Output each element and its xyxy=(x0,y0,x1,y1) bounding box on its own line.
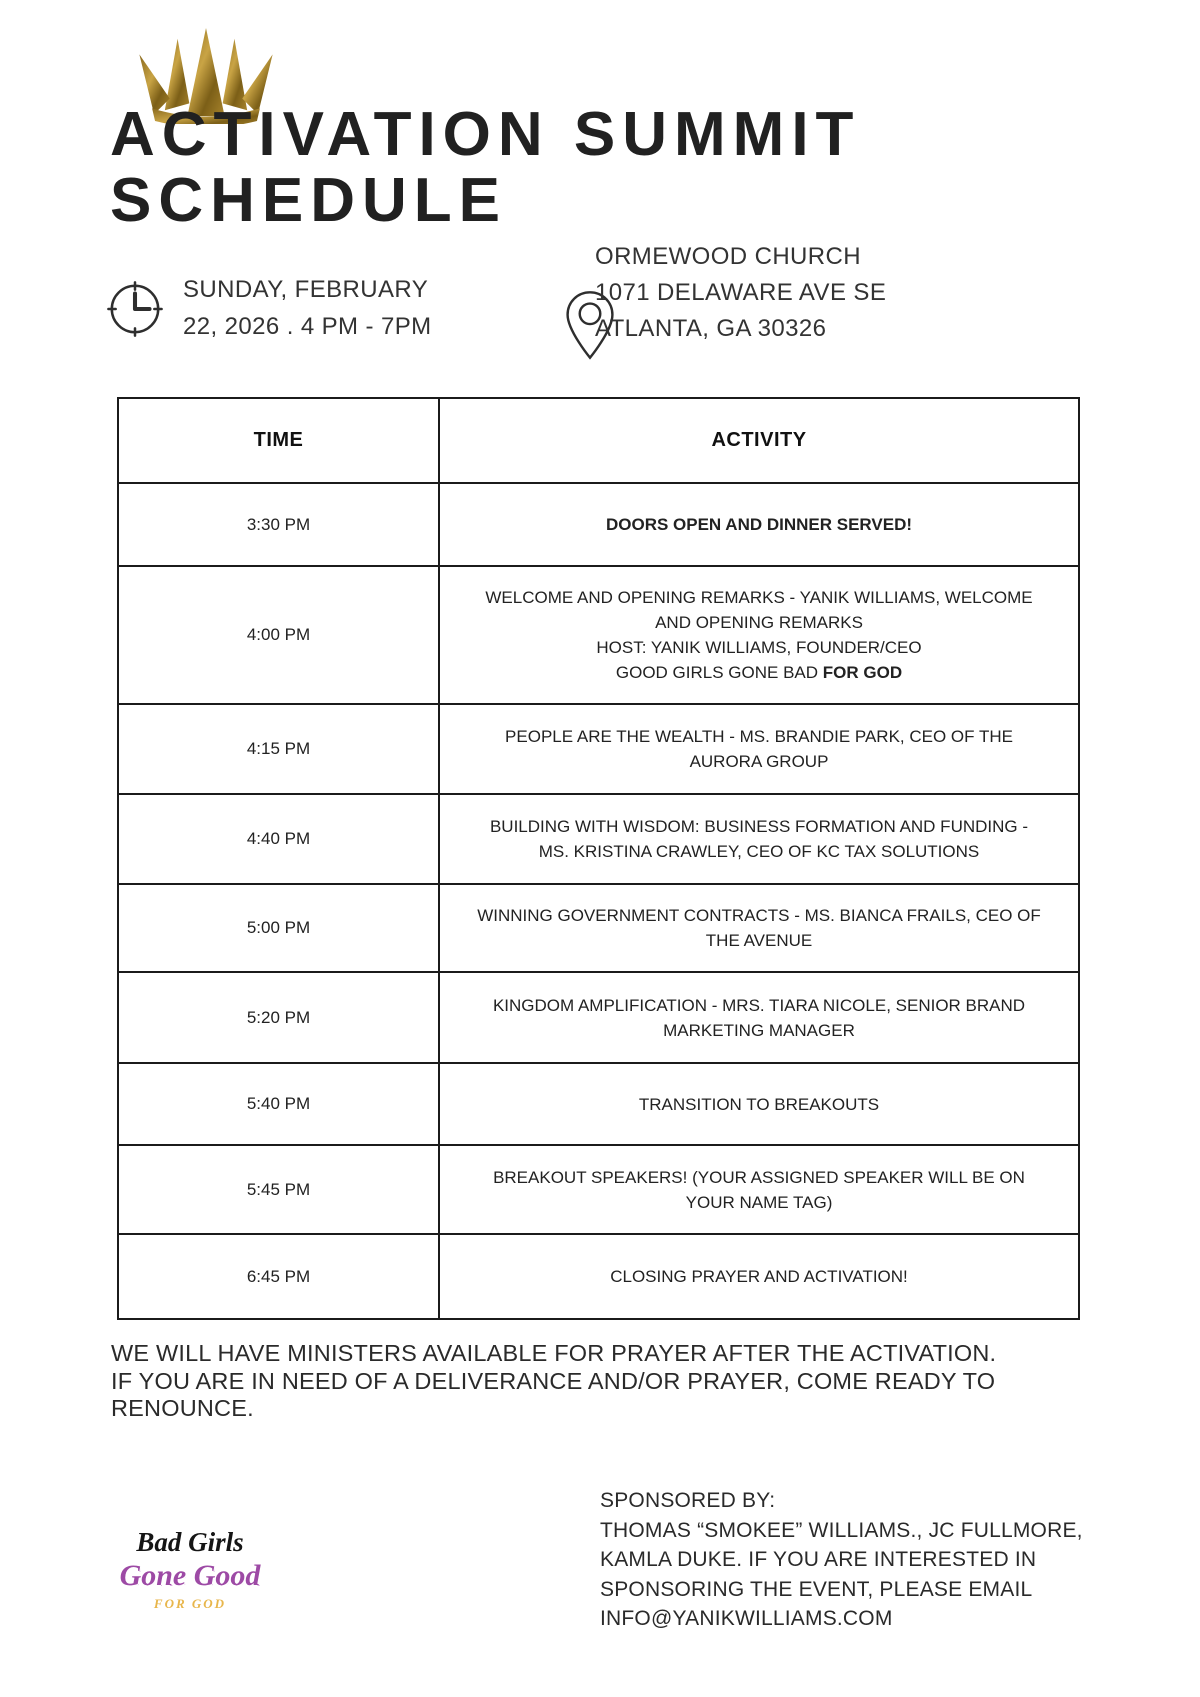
sponsor-line: KAMLA DUKE. IF YOU ARE INTERESTED IN xyxy=(600,1548,1037,1571)
table-row xyxy=(118,1063,1079,1145)
sponsor-email: INFO@YANIKWILLIAMS.COM xyxy=(600,1607,893,1630)
time-header-cell: TIME xyxy=(118,398,439,483)
prayer-note-line: WE WILL HAVE MINISTERS AVAILABLE FOR PRAYER AFTER THE ACTIVATION. xyxy=(111,1340,997,1366)
event-datetime xyxy=(183,271,432,345)
schedule-table xyxy=(117,397,1080,1320)
activity-cell xyxy=(439,1234,1079,1319)
activity-line: MARKETING MANAGER xyxy=(663,1020,855,1040)
activity-line: BREAKOUT SPEAKERS! (YOUR ASSIGNED SPEAKER WILL BE ON xyxy=(493,1167,1025,1187)
time-cell: 4:15 PM xyxy=(118,704,439,794)
time-cell: 6:45 PM xyxy=(118,1234,439,1319)
activity-text: GOOD GIRLS GONE BAD xyxy=(615,663,823,682)
activity-line: MS. KRISTINA CRAWLEY, CEO OF KC TAX SOLUTIONS xyxy=(538,842,980,861)
activity-cell xyxy=(439,483,1079,566)
time-cell: 3:30 PM xyxy=(118,483,439,566)
activity-line: CLOSING PRAYER AND ACTIVATION! xyxy=(610,1267,908,1286)
event-time-line: 22, 2026 . 4 PM - 7PM xyxy=(183,313,432,340)
activity-line: KINGDOM AMPLIFICATION - MRS. TIARA NICOLE, SENIOR BRAND xyxy=(492,995,1026,1015)
table-row xyxy=(118,704,1079,794)
activity-line: HOST: YANIK WILLIAMS, FOUNDER/CEO xyxy=(596,638,922,657)
table-row xyxy=(118,483,1079,566)
page-title: ACTIVATION SUMMIT SCHEDULE xyxy=(110,100,861,235)
table-row xyxy=(118,1234,1079,1319)
sponsor-line: SPONSORING THE EVENT, PLEASE EMAIL xyxy=(600,1577,1033,1601)
table-row xyxy=(118,566,1079,704)
table-row xyxy=(118,794,1079,884)
activity-line: WINNING GOVERNMENT CONTRACTS - MS. BIANCA FRAILS, CEO OF xyxy=(477,906,1041,925)
activity-line: BUILDING WITH WISDOM: BUSINESS FORMATION AND FUNDING - xyxy=(489,817,1029,836)
activity-cell xyxy=(439,972,1079,1063)
event-date-line: SUNDAY, FEBRUARY xyxy=(183,276,429,303)
activity-line: YOUR NAME TAG) xyxy=(685,1192,833,1212)
table-header-row xyxy=(118,398,1079,483)
activity-cell xyxy=(439,1145,1079,1234)
venue-city: ATLANTA, GA 30326 xyxy=(595,315,827,342)
event-location xyxy=(595,239,886,347)
activity-line: DOORS OPEN AND DINNER SERVED! xyxy=(605,515,913,534)
activity-line: AND OPENING REMARKS xyxy=(655,613,863,632)
sponsor-line: SPONSORED BY: xyxy=(600,1489,776,1512)
brand-line-bad-girls: Bad Girls xyxy=(136,1527,244,1557)
brand-line-for-god: FOR GOD xyxy=(153,1596,227,1611)
time-cell: 5:45 PM xyxy=(118,1145,439,1234)
activity-line: PEOPLE ARE THE WEALTH - MS. BRANDIE PARK, CEO OF THE xyxy=(505,727,1013,746)
activity-cell xyxy=(439,1063,1079,1145)
activity-line: THE AVENUE xyxy=(705,931,813,950)
table-row xyxy=(118,1145,1079,1234)
time-cell: 5:40 PM xyxy=(118,1063,439,1145)
prayer-note xyxy=(111,1340,1061,1423)
venue-address: 1071 DELAWARE AVE SE xyxy=(595,279,887,306)
table-row xyxy=(118,972,1079,1063)
activity-line xyxy=(454,660,1064,685)
time-cell: 4:00 PM xyxy=(118,566,439,704)
time-cell: 5:00 PM xyxy=(118,884,439,972)
activity-cell xyxy=(439,794,1079,884)
table-row xyxy=(118,884,1079,972)
activity-line: AURORA GROUP xyxy=(689,752,829,771)
activity-header-cell: ACTIVITY xyxy=(439,398,1079,483)
activity-line: WELCOME AND OPENING REMARKS - YANIK WILLIAMS, WELCOME xyxy=(485,588,1033,607)
sponsor-line: THOMAS “SMOKEE” WILLIAMS., JC FULLMORE, xyxy=(600,1518,1083,1542)
sponsor-block xyxy=(600,1486,1083,1634)
activity-cell xyxy=(439,884,1079,972)
prayer-note-line: RENOUNCE. xyxy=(111,1395,254,1421)
time-cell: 5:20 PM xyxy=(118,972,439,1063)
activity-text-bold: FOR GOD xyxy=(822,663,903,682)
activity-cell xyxy=(439,704,1079,794)
venue-name: ORMEWOOD CHURCH xyxy=(595,243,861,270)
brand-line-gone-good: Gone Good xyxy=(119,1559,261,1592)
time-cell: 4:40 PM xyxy=(118,794,439,884)
clock-icon xyxy=(106,280,164,343)
brand-logo xyxy=(110,1526,270,1614)
activity-cell xyxy=(439,566,1079,704)
activity-line: TRANSITION TO BREAKOUTS xyxy=(638,1094,880,1114)
prayer-note-line: IF YOU ARE IN NEED OF A DELIVERANCE AND/OR PRAYER, COME READY TO xyxy=(111,1367,996,1394)
